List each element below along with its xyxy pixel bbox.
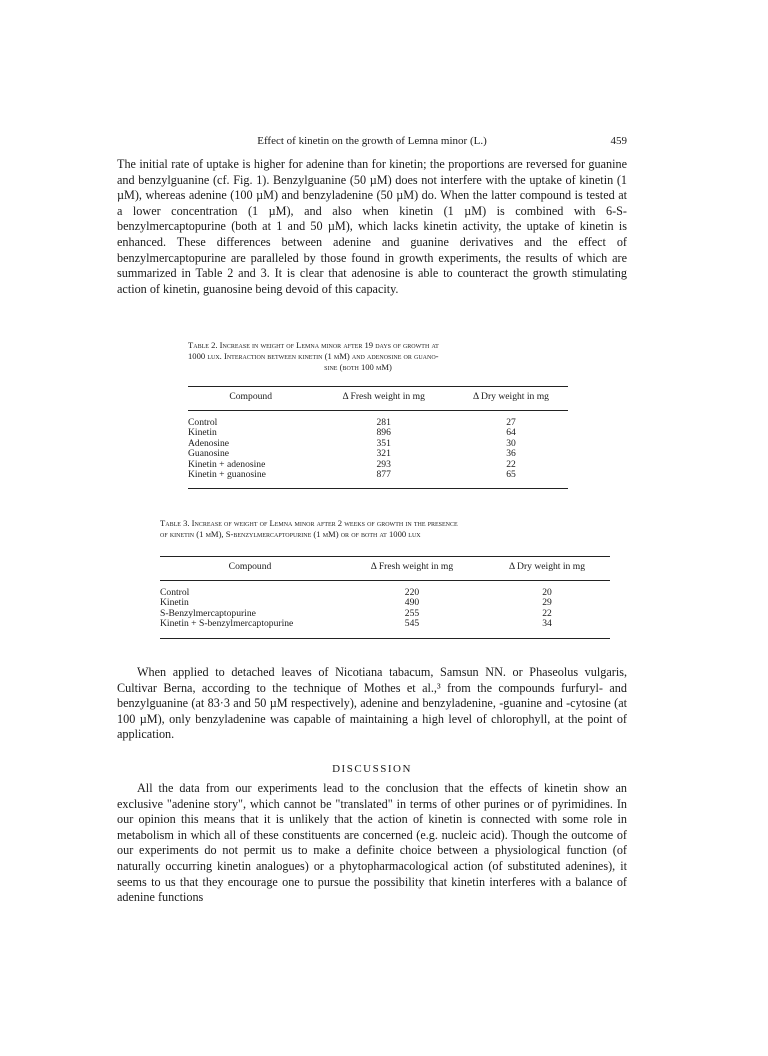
table-header-row	[160, 557, 610, 581]
running-title: Effect of kinetin on the growth of Lemna minor (L.)	[257, 135, 487, 147]
table-row	[160, 581, 610, 599]
dry-weight-cell: 27	[506, 417, 516, 428]
table-header-row	[188, 387, 568, 411]
table-row	[160, 619, 610, 638]
fresh-weight-cell: 255	[404, 607, 420, 619]
table-row	[188, 470, 568, 489]
section-heading-discussion: DISCUSSION	[332, 763, 412, 775]
table3-caption-line-2: of kinetin (1 µM), S-benzylmercaptopurine (1 µM) or of both at 1000 lux	[160, 529, 421, 539]
paragraph-discussion: All the data from our experiments lead to the conclusion that the effects of kinetin show an exclusive "adenine story", which cannot be "translated" in terms of other purines or of pyrimidines. In our opinion this means that it is unlikely that the action of kinetin is connected with some role in metabolism in which all of these constituents are concerned (e.g. nucleic acid). Though the outcome of our experiments do not permit us to make a definite choice between a physiological function (of naturally occurring kinetin analogues) or a phytopharmacological action (of substituted adenines), it seems to us that they encourage one to pursue the possibility that kinetin interferes with a balance of adenine functions	[117, 781, 627, 905]
dry-weight-cell: 64	[506, 427, 516, 439]
table3-caption	[160, 518, 610, 540]
dry-weight-cell: 36	[506, 448, 516, 460]
table-row	[188, 411, 568, 429]
table2-caption	[188, 340, 568, 373]
column-header-fresh-weight: Δ Fresh weight in mg	[370, 561, 454, 572]
dry-weight-cell: 29	[542, 597, 552, 609]
compound-cell: Adenosine	[188, 437, 230, 449]
fresh-weight-cell: 321	[376, 448, 391, 460]
fresh-weight-cell: 490	[404, 597, 420, 609]
fresh-weight-cell: 293	[376, 458, 391, 470]
table2-caption-line-2: 1000 lux. Interaction between kinetin (1 µM) and adenosine or guano-	[188, 351, 439, 361]
compound-cell: Kinetin + S-benzylmercaptopurine	[160, 618, 294, 630]
column-header-fresh-weight: Δ Fresh weight in mg	[342, 391, 425, 402]
table2-caption-line-1: Table 2. Increase in weight of Lemna minor after 19 days of growth at	[188, 340, 439, 350]
fresh-weight-cell: 351	[376, 437, 391, 449]
compound-cell: Kinetin + adenosine	[188, 458, 266, 470]
fresh-weight-cell: 896	[376, 427, 391, 439]
dry-weight-cell: 22	[506, 458, 516, 470]
dry-weight-cell: 22	[542, 607, 552, 619]
fresh-weight-cell: 545	[404, 618, 420, 630]
compound-cell: Kinetin	[188, 427, 217, 439]
table3	[160, 556, 610, 639]
paragraph-detached-leaves: When applied to detached leaves of Nicotiana tabacum, Samsun NN. or Phaseolus vulgaris, Cultivar Berna, according to the technique of Mothes et al.,³ from the compounds furfuryl- and benzylguanine (at 83·3 and 50 µM respectively), adenine and benzyladenine, -guanine and -cytosine (at 100 µM), only benzyladenine was capable of maintaining a high level of chlorophyll, at the point of application.	[117, 665, 627, 742]
compound-cell: Guanosine	[188, 448, 230, 460]
fresh-weight-cell: 220	[404, 587, 420, 598]
compound-cell: Control	[188, 417, 218, 428]
column-header-compound: Compound	[228, 561, 272, 572]
table3-caption-line-1: Table 3. Increase of weight of Lemna minor after 2 weeks of growth in the presence	[160, 518, 458, 528]
compound-cell: Control	[160, 587, 190, 598]
dry-weight-cell: 65	[506, 469, 516, 481]
compound-cell: Kinetin	[160, 597, 189, 609]
dry-weight-cell: 34	[542, 618, 552, 630]
compound-cell: Kinetin + guanosine	[188, 469, 266, 481]
column-header-dry-weight: Δ Dry weight in mg	[509, 561, 585, 572]
fresh-weight-cell: 877	[376, 469, 391, 481]
column-header-compound: Compound	[229, 391, 273, 402]
dry-weight-cell: 20	[542, 587, 552, 598]
page-number: 459	[610, 135, 627, 147]
table2-caption-line-3: sine (both 100 µM)	[324, 362, 392, 372]
paragraph-uptake-results: The initial rate of uptake is higher for adenine than for kinetin; the proportions are reversed for guanine and benzylguanine (cf. Fig. 1). Benzylguanine (50 µM) does not interfere with the uptake of kinetin (1 µM), whereas adenine (100 µM) and benzyladenine (50 µM) do. When the latter compound is tested at a lower concentration (1 µM), and also when kinetin (1 µM) is combined with 6-S-benzylmercaptopurine (both at 1 and 50 µM), which lacks kinetin activity, the uptake of kinetin is enhanced. These differences between adenine and guanine derivatives and the effect of benzylmercaptopurine are paralleled by those found in growth experiments, the results of which are summarized in Table 2 and 3. It is clear that adenosine is able to counteract the growth stimulating action of kinetin, guanosine being devoid of this capacity.	[117, 157, 627, 296]
table2	[188, 386, 568, 489]
compound-cell: S-Benzylmercaptopurine	[160, 607, 256, 619]
fresh-weight-cell: 281	[376, 417, 391, 428]
column-header-dry-weight: Δ Dry weight in mg	[472, 391, 549, 402]
dry-weight-cell: 30	[506, 437, 516, 449]
